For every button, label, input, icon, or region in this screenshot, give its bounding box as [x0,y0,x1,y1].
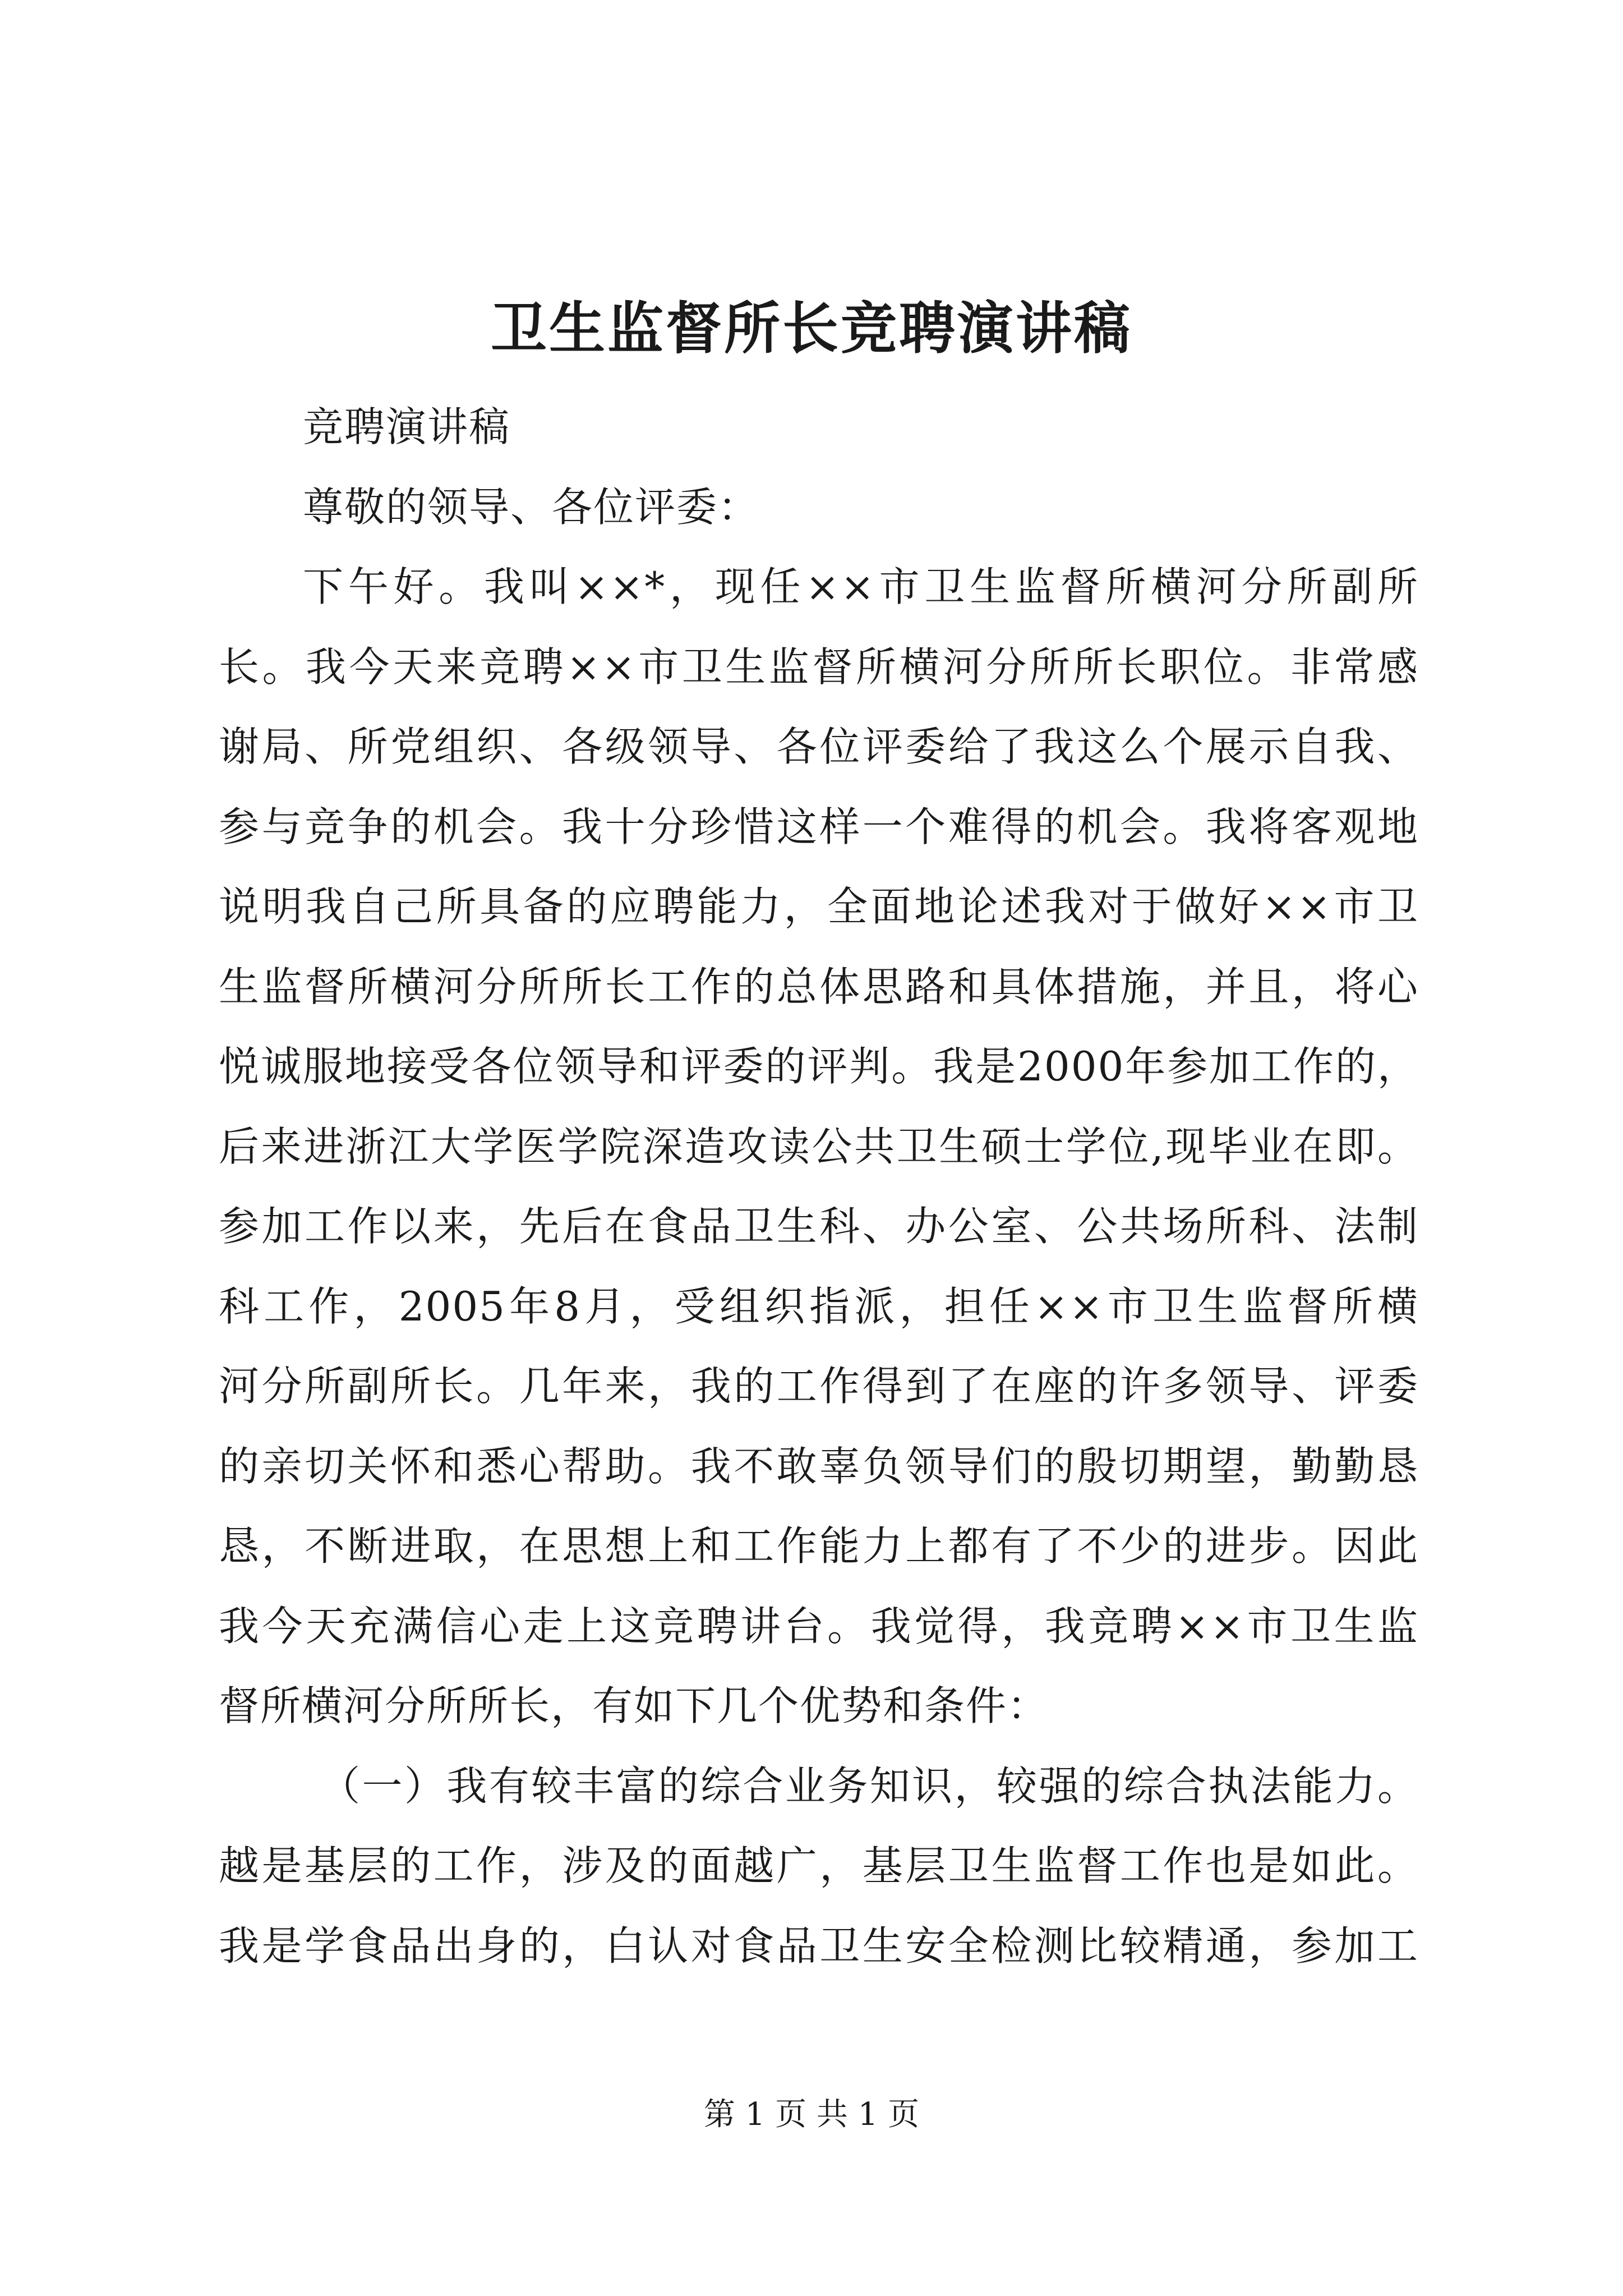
paragraph-line: 越是基层的工作，涉及的面越广，基层卫生监督工作也是如此。 [219,1842,1419,1889]
paragraph-line: 的亲切关怀和悉心帮助。我不敢辜负领导们的殷切期望，勤勤恳 [219,1442,1419,1490]
paragraph-line: 后来进浙江大学医学院深造攻读公共卫生硕士学位,现毕业在即。 [219,1122,1419,1170]
paragraph-line: 督所横河分所所长，有如下几个优势和条件： [219,1682,1049,1729]
subtitle-line: 竞聘演讲稿 [303,403,511,450]
paragraph-line: 说明我自己所具备的应聘能力，全面地论述我对于做好××市卫 [219,883,1419,930]
page-footer: 第 1 页 共 1 页 [703,2096,920,2133]
paragraph-line: 河分所副所长。几年来，我的工作得到了在座的许多领导、评委 [219,1363,1419,1410]
paragraph-line: 悦诚服地接受各位领导和评委的评判。我是2000年参加工作的， [219,1043,1419,1090]
list-item-line: （一）我有较丰富的综合业务知识，较强的综合执法能力。 [320,1762,1419,1810]
paragraph-line: 我是学食品出身的，白认对食品卫生安全检测比较精通，参加工 [219,1922,1419,1970]
document-title: 卫生监督所长竞聘演讲稿 [491,295,1132,361]
paragraph-line: 恳，不断进取，在思想上和工作能力上都有了不少的进步。因此 [219,1522,1419,1570]
paragraph-line: 下午好。我叫××*，现任××市卫生监督所横河分所副所 [303,563,1419,610]
paragraph-line: 我今天充满信心走上这竞聘讲台。我觉得，我竞聘××市卫生监 [219,1602,1419,1650]
paragraph-line: 生监督所横河分所所长工作的总体思路和具体措施，并且，将心 [219,963,1419,1010]
paragraph-line: 谢局、所党组织、各级领导、各位评委给了我这么个展示自我、 [219,723,1419,770]
paragraph-line: 参加工作以来，先后在食品卫生科、办公室、公共场所科、法制 [219,1203,1419,1250]
paragraph-line: 参与竞争的机会。我十分珍惜这样一个难得的机会。我将客观地 [219,803,1419,850]
paragraph-line: 科工作，2005年8月，受组织指派，担任××市卫生监督所横 [219,1282,1419,1330]
salutation-line: 尊敬的领导、各位评委： [303,483,760,531]
document-body [219,387,1419,1986]
paragraph-line: 长。我今天来竞聘××市卫生监督所横河分所所长职位。非常感 [219,643,1419,691]
